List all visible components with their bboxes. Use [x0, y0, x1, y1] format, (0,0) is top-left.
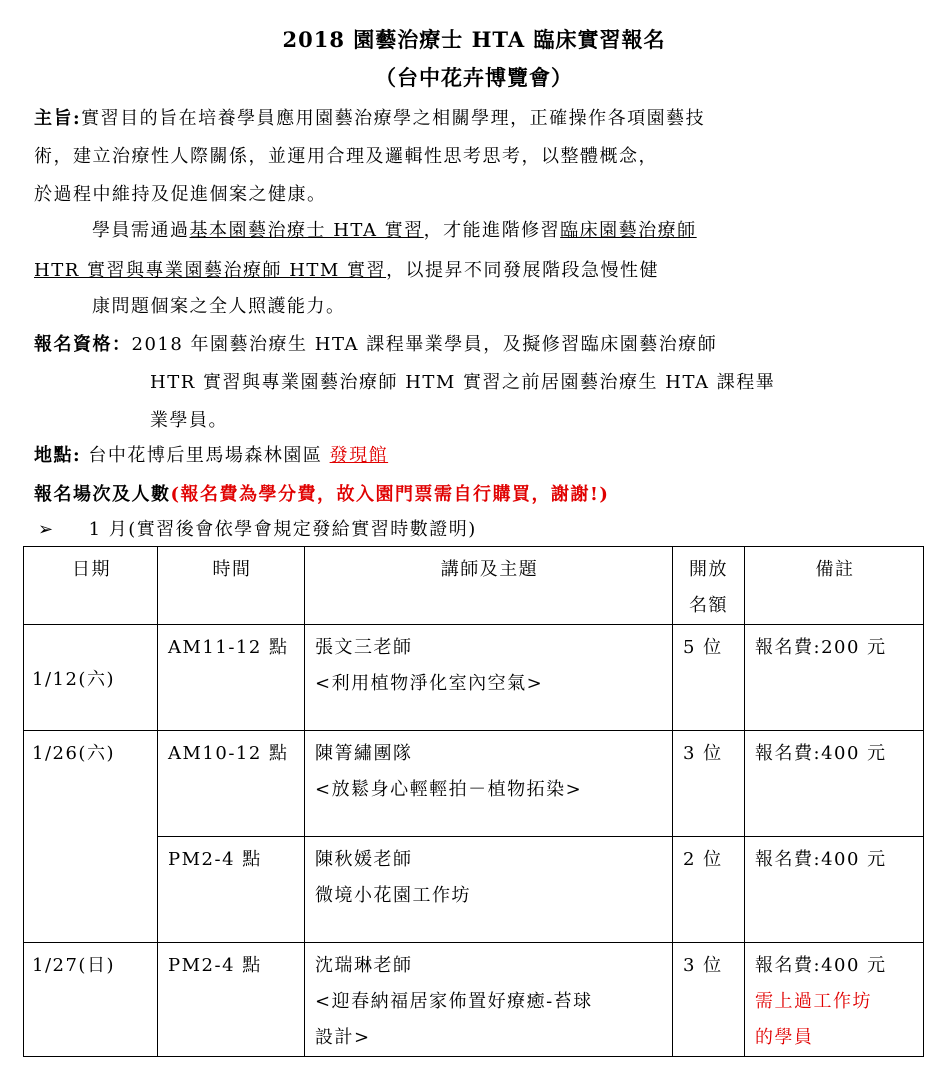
eligibility-line-1: 報名資格：2018 年園藝治療生 HTA 課程畢業學員，及擬修習臨床園藝治療師	[34, 334, 718, 355]
sessions-label: 報名場次及人數	[34, 484, 171, 505]
purpose-label: 主旨:	[34, 108, 82, 129]
eligibility-line-2: HTR 實習與專業園藝治療師 HTM 實習之前居園藝治療生 HTA 課程畢	[150, 372, 776, 393]
header-time: 時間	[158, 547, 305, 625]
eligibility-line-3: 業學員。	[150, 410, 228, 431]
progression-line-2: HTR 實習與專業園藝治療師 HTM 實習，以提昇不同發展階段急慢性健	[34, 260, 660, 281]
purpose-line-2: 術，建立治療性人際關係，並運用合理及邏輯性思考思考，以整體概念，	[34, 146, 658, 167]
cell-note: 報名費:400 元	[745, 731, 924, 837]
htr-practicum-link[interactable]: 臨床園藝治療師	[560, 220, 697, 241]
cell-note: 報名費:200 元	[745, 625, 924, 731]
header-date: 日期	[24, 547, 158, 625]
htr-htm-practicum-link[interactable]: HTR 實習與專業園藝治療師 HTM 實習	[34, 260, 387, 281]
progression-line-3: 康問題個案之全人照護能力。	[92, 296, 346, 317]
location-label: 地點:	[34, 445, 82, 466]
location-line: 地點: 台中花博后里馬場森林園區 發現館	[34, 445, 389, 466]
purpose-line-3: 於過程中維持及促進個案之健康。	[34, 184, 327, 205]
cell-teacher-topic: 陳秋媛老師 微境小花園工作坊	[305, 837, 673, 943]
cell-quota: 3 位	[673, 943, 745, 1057]
fee-notice: (報名費為學分費，故入園門票需自行購買，謝謝!)	[170, 484, 610, 505]
cell-date: 1/12(六)	[24, 625, 158, 731]
cell-quota: 5 位	[673, 625, 745, 731]
table-row	[24, 837, 924, 943]
page-title: 2018 園藝治療士 HTA 臨床實習報名	[282, 27, 666, 52]
bullet-arrow-icon: ➢	[38, 519, 55, 540]
cell-time: PM2-4 點	[158, 837, 305, 943]
cell-time: PM2-4 點	[158, 943, 305, 1057]
header-quota: 開放 名額	[673, 547, 745, 625]
table-row	[24, 625, 924, 731]
cell-quota: 2 位	[673, 837, 745, 943]
cell-quota: 3 位	[673, 731, 745, 837]
schedule-table	[23, 546, 924, 1057]
hta-practicum-link[interactable]: 基本園藝治療士 HTA 實習	[189, 220, 424, 241]
cell-time: AM11-12 點	[158, 625, 305, 731]
sessions-heading	[34, 480, 609, 506]
table-header-row	[24, 547, 924, 625]
cell-teacher-topic: 張文三老師 <利用植物淨化室內空氣>	[305, 625, 673, 731]
cell-teacher-topic: 沈瑞琳老師 <迎春納福居家佈置好療癒-苔球 設計>	[305, 943, 673, 1057]
cell-note: 報名費:400 元 需上過工作坊 的學員	[745, 943, 924, 1057]
table-row	[24, 731, 924, 837]
cell-date: 1/26(六)	[24, 731, 158, 943]
header-teacher-topic: 講師及主題	[305, 547, 673, 625]
progression-line-1: 學員需通過基本園藝治療士 HTA 實習，才能進階修習臨床園藝治療師	[92, 220, 697, 241]
cell-teacher-topic: 陳箐繡團隊 <放鬆身心輕輕拍－植物拓染>	[305, 731, 673, 837]
prerequisite-note: 需上過工作坊	[755, 991, 872, 1012]
table-row	[24, 943, 924, 1057]
cell-note: 報名費:400 元	[745, 837, 924, 943]
purpose-line-1: 主旨:實習目的旨在培養學員應用園藝治療學之相關學理，正確操作各項園藝技	[34, 108, 706, 129]
page-subtitle: （台中花卉博覽會）	[375, 65, 573, 90]
month-bullet-line: ➢ 1 月(實習後會依學會規定發給實習時數證明)	[38, 519, 477, 540]
discovery-hall-link[interactable]: 發現館	[329, 445, 389, 466]
cell-time: AM10-12 點	[158, 731, 305, 837]
cell-date: 1/27(日)	[24, 943, 158, 1057]
header-notes: 備註	[745, 547, 924, 625]
eligibility-label: 報名資格：	[34, 334, 132, 355]
